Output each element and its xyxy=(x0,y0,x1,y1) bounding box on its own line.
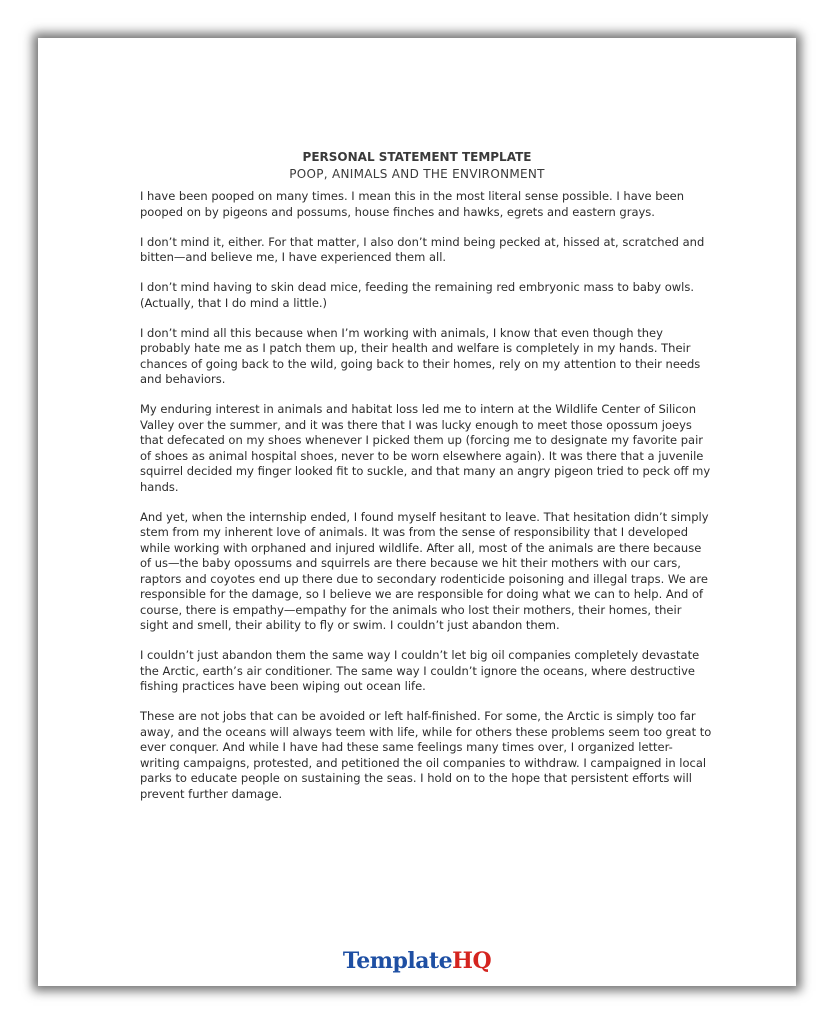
document-subtitle: POOP, ANIMALS AND THE ENVIRONMENT xyxy=(289,167,545,181)
logo-text-hq: HQ xyxy=(452,948,492,974)
templatehq-logo xyxy=(38,948,796,974)
paragraph-6: And yet, when the internship ended, I found myself hesitant to leave. That hesitation didn’t simply stem from my inherent love of animals. It was from the sense of responsibility that I developed while working with orphaned and injured wildlife. After all, most of the animals are there because of us—the baby opossums and squirrels are there because we hit their mothers with our cars, raptors and coyotes end up there due to secondary rodenticide poisoning and illegal traps. We are responsible for the damage, so I believe we are responsible for doing what we can to help. And of course, there is empathy—empathy for the animals who lost their mothers, their homes, their sight and smell, their ability to fly or swim. I couldn’t just abandon them. xyxy=(140,509,709,632)
document-title: PERSONAL STATEMENT TEMPLATE xyxy=(302,150,532,164)
logo-text-template: Template xyxy=(342,948,453,974)
paragraph-5: My enduring interest in animals and habitat loss led me to intern at the Wildlife Center of Silicon Valley over the summer, and it was there that I was lucky enough to meet those opossum joeys that defecated on my shoes whenever I picked them up (forcing me to designate my favorite pair of shoes as animal hospital shoes, never to be worn elsewhere again). It was there that a juvenile squirrel decided my finger looked fit to suckle, and that many an angry pigeon tried to peck off my hands. xyxy=(140,402,711,494)
document-page xyxy=(38,38,796,986)
paragraph-1: I have been pooped on many times. I mean this in the most literal sense possible. I have been pooped on by pigeons and possums, house finches and hawks, egrets and eastern grays. xyxy=(140,189,685,219)
paragraph-7: I couldn’t just abandon them the same way I couldn’t let big oil companies completely devastate the Arctic, earth’s air conditioner. The same way I couldn’t ignore the oceans, where destructive fishing practices have been wiping out ocean life. xyxy=(140,648,700,693)
paragraph-2: I don’t mind it, either. For that matter, I also don’t mind being pecked at, hissed at, scratched and bitten—and believe me, I have experienced them all. xyxy=(140,234,705,264)
paragraph-4: I don’t mind all this because when I’m working with animals, I know that even though they probably hate me as I patch them up, their health and welfare is completely in my hands. Their chances of going back to the wild, going back to their homes, rely on my attention to their needs and behaviors. xyxy=(140,325,701,386)
paragraph-3: I don’t mind having to skin dead mice, feeding the remaining red embryonic mass to baby owls. (Actually, that I do mind a little.) xyxy=(140,280,694,310)
document-body xyxy=(140,189,712,817)
paragraph-8: These are not jobs that can be avoided or left half-finished. For some, the Arctic is simply too far away, and the oceans will always teem with life, while for others these problems seem too great to ever conquer. And while I have had these same feelings many times over, I organized letter-writing campaigns, protested, and petitioned the oil companies to withdraw. I campaigned in local parks to educate people on sustaining the seas. I hold on to the hope that persistent efforts will prevent further damage. xyxy=(140,709,712,801)
